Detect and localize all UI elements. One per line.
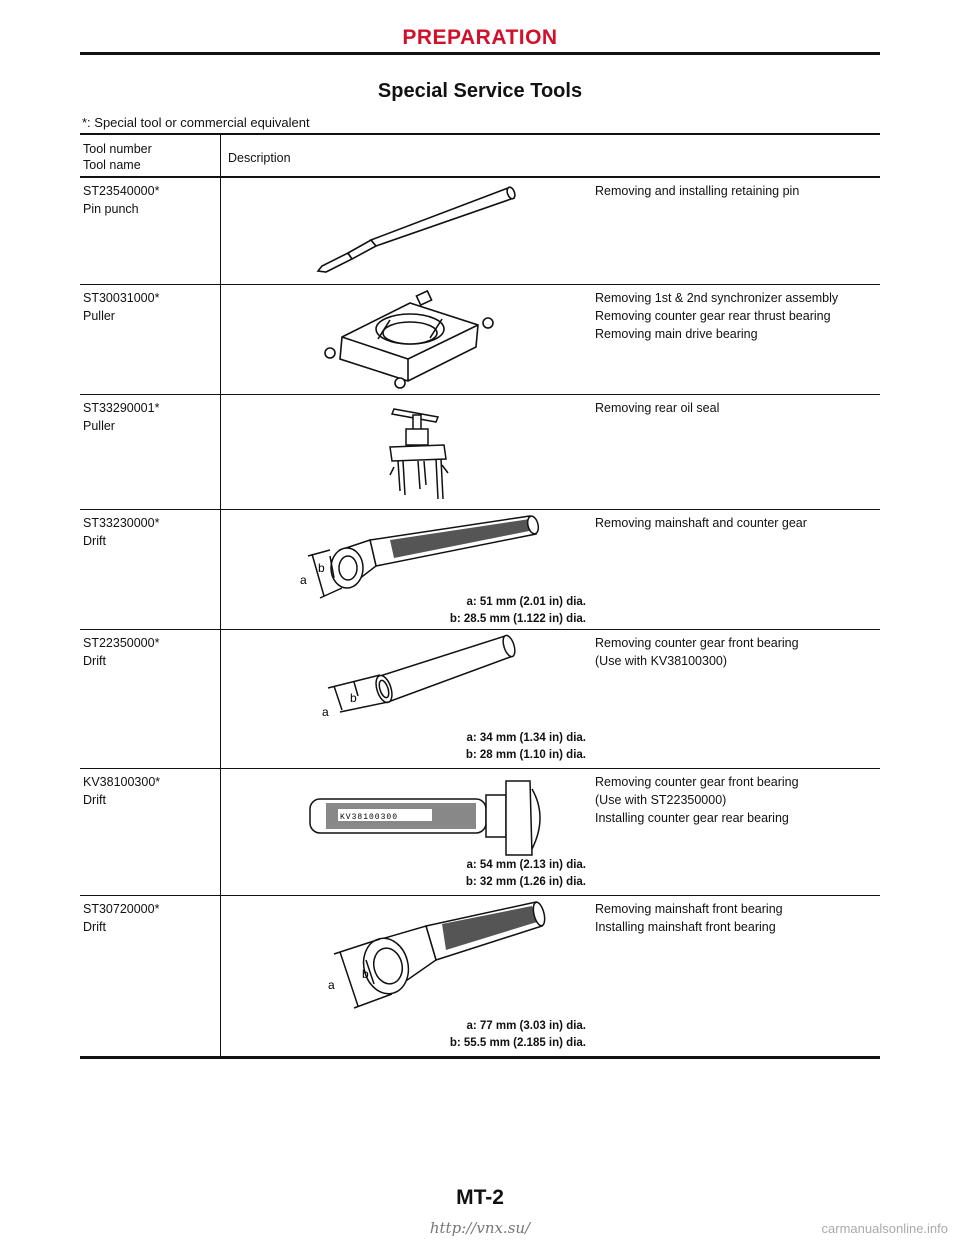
tool-name: Drift xyxy=(83,920,106,934)
tool-description: Removing and installing retaining pin xyxy=(595,184,800,198)
tool-id xyxy=(83,399,159,435)
tool-number: ST33290001* xyxy=(83,401,160,415)
tool-description: Removing 1st & 2nd synchronizer assembly Removing counter gear rear thrust bearing Removing main drive bearing xyxy=(595,291,839,341)
tool-number: ST30031000* xyxy=(83,291,160,305)
table-row xyxy=(80,285,880,395)
tool-description: Removing counter gear front bearing (Use with ST22350000) Installing counter gear rear bearing xyxy=(595,775,799,825)
tool-name: Drift xyxy=(83,654,106,668)
special-tool-note: *: Special tool or commercial equivalent xyxy=(82,115,310,130)
tool-name: Puller xyxy=(83,309,115,323)
tool-name: Pin punch xyxy=(83,202,139,216)
tool-id xyxy=(83,289,159,325)
footer-link[interactable]: http://vnx.su/ xyxy=(429,1219,531,1237)
table-header xyxy=(80,133,880,178)
svg-text:b: b xyxy=(362,967,369,981)
tool-id xyxy=(83,514,159,550)
tool-number: ST23540000* xyxy=(83,184,160,198)
svg-text:b: b xyxy=(350,691,357,705)
seal-puller-icon xyxy=(230,395,590,510)
pin-punch-icon xyxy=(230,178,590,285)
header-rule xyxy=(80,52,880,55)
tool-name: Drift xyxy=(83,534,106,548)
bearing-puller-icon xyxy=(230,285,590,395)
tool-number: ST22350000* xyxy=(83,636,160,650)
tool-number: KV38100300* xyxy=(83,775,161,789)
dimension-spec: a: 54 mm (2.13 in) dia. b: 32 mm (1.26 in) dia. xyxy=(465,859,586,888)
header-description-col: Description xyxy=(228,151,291,165)
table-row xyxy=(80,178,880,285)
table-row xyxy=(80,510,880,630)
watermark: carmanualsonline.info xyxy=(821,1221,948,1236)
dimension-spec: a: 34 mm (1.34 in) dia. b: 28 mm (1.10 in) dia. xyxy=(465,732,586,761)
header-tool-col: Tool number Tool name xyxy=(83,142,152,172)
tool-description: Removing mainshaft front bearing Installing mainshaft front bearing xyxy=(595,902,783,934)
tool-id xyxy=(83,634,159,670)
table-row xyxy=(80,896,880,1059)
tools-table xyxy=(80,133,880,1059)
dimension-spec: a: 77 mm (3.03 in) dia. b: 55.5 mm (2.185 in) dia. xyxy=(449,1020,586,1049)
svg-text:b: b xyxy=(318,561,325,575)
tool-description: Removing mainshaft and counter gear xyxy=(595,516,807,530)
section-header: PREPARATION xyxy=(402,26,558,49)
svg-text:a: a xyxy=(328,978,335,992)
page-title: Special Service Tools xyxy=(377,80,583,102)
svg-text:a: a xyxy=(300,573,307,587)
svg-text:KV38100300: KV38100300 xyxy=(340,813,399,822)
table-row xyxy=(80,769,880,896)
dimension-spec: a: 51 mm (2.01 in) dia. b: 28.5 mm (1.122 in) dia. xyxy=(449,596,586,625)
page-number: MT-2 xyxy=(456,1186,504,1209)
tool-id xyxy=(83,182,159,218)
tool-name: Puller xyxy=(83,419,115,433)
tool-description: Removing rear oil seal xyxy=(595,401,720,415)
tool-number: ST30720000* xyxy=(83,902,160,916)
table-row xyxy=(80,630,880,769)
svg-text:a: a xyxy=(322,705,329,719)
tool-number: ST33230000* xyxy=(83,516,160,530)
tool-id xyxy=(83,773,160,809)
tool-name: Drift xyxy=(83,793,106,807)
tool-id xyxy=(83,900,159,936)
tool-description: Removing counter gear front bearing (Use with KV38100300) xyxy=(595,636,799,668)
table-row xyxy=(80,395,880,510)
